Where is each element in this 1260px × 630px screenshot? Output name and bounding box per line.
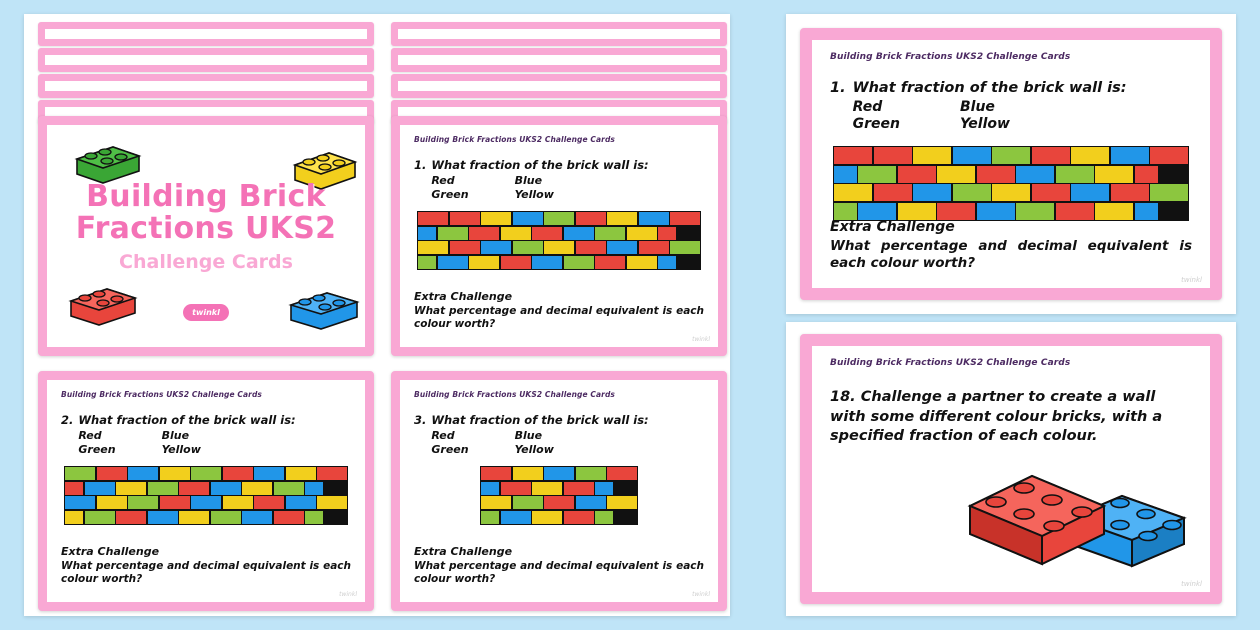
colour-list: [431, 174, 704, 201]
brick-wall-row: [481, 496, 637, 509]
brick: [418, 212, 448, 225]
brick: [576, 467, 606, 480]
brick: [65, 482, 83, 495]
extra-challenge-body: What percentage and decimal equivalent is each colour worth?: [414, 304, 704, 330]
brick: [481, 496, 511, 509]
brick: [1016, 203, 1054, 220]
brick: [286, 496, 316, 509]
challenge-card-1-large[interactable]: [800, 28, 1222, 300]
brick: [305, 511, 323, 524]
brick: [858, 203, 896, 220]
extra-challenge-body: What percentage and decimal equivalent is each colour worth?: [830, 238, 1192, 272]
brick-wall-row: [65, 496, 347, 509]
brick: [242, 482, 272, 495]
brick: [639, 241, 669, 254]
card-number: 3.: [414, 413, 427, 427]
brick-wall-row: [834, 166, 1188, 183]
brick: [1071, 147, 1109, 164]
brick: [97, 496, 127, 509]
colour-red: Red: [78, 429, 102, 442]
brick: [65, 511, 83, 524]
card-18-text: 18. Challenge a partner to create a wall with some different colour bricks, with a specified fraction of each colour.: [830, 389, 1163, 445]
brick: [469, 227, 499, 240]
brick: [992, 184, 1030, 201]
brick: [834, 203, 857, 220]
watermark: twinkl: [1181, 276, 1202, 284]
question-prompt: What fraction of the brick wall is:: [78, 413, 296, 427]
extra-challenge-title: Extra Challenge: [414, 289, 513, 303]
brick: [1071, 184, 1109, 201]
brick-wall-row: [65, 482, 347, 495]
brick: [501, 227, 531, 240]
stacked-card-peek: [391, 22, 727, 46]
brick: [254, 496, 284, 509]
brick: [874, 184, 912, 201]
brick-wall-row: [834, 147, 1188, 164]
colour-yellow: Yellow: [959, 116, 1010, 132]
brick: [254, 467, 284, 480]
brick: [576, 496, 606, 509]
brick: [317, 467, 347, 480]
brick-wall-row: [834, 184, 1188, 201]
extra-challenge-title: Extra Challenge: [414, 544, 513, 558]
brick: [544, 467, 574, 480]
card-number: 1.: [414, 158, 427, 172]
brick: [1032, 147, 1070, 164]
brick: [1135, 166, 1158, 183]
brick: [116, 482, 146, 495]
brick: [469, 256, 499, 269]
colour-red: Red: [431, 429, 455, 442]
question-prompt: What fraction of the brick wall is:: [852, 80, 1127, 96]
brick: [274, 511, 304, 524]
brick: [513, 241, 543, 254]
brick: [85, 511, 115, 524]
brick: [639, 212, 669, 225]
brick: [242, 511, 272, 524]
brick: [481, 241, 511, 254]
stacked-card-peek: [38, 22, 374, 46]
colour-yellow: Yellow: [514, 188, 554, 201]
brick-wall: [417, 211, 701, 270]
challenge-card-1-small[interactable]: [391, 116, 727, 356]
card-3-inner: [400, 380, 718, 602]
brick: [116, 511, 146, 524]
brick: [564, 511, 594, 524]
brick-wall-row: [481, 467, 637, 480]
brick: [211, 482, 241, 495]
brick: [658, 256, 676, 269]
brick: [179, 482, 209, 495]
brick: [595, 227, 625, 240]
brick: [450, 212, 480, 225]
brick: [913, 184, 951, 201]
brick: [937, 166, 975, 183]
brick: [481, 511, 499, 524]
colour-yellow: Yellow: [161, 443, 201, 456]
title-line-1: Building Brick: [86, 179, 326, 214]
brick-wall-row: [481, 482, 637, 495]
colour-blue: Blue: [959, 99, 995, 115]
brick: [481, 212, 511, 225]
brick: [544, 241, 574, 254]
colour-list: [853, 99, 1192, 132]
card-number: 1.: [830, 80, 846, 96]
colour-green: Green: [78, 443, 116, 456]
brick: [627, 227, 657, 240]
brick: [513, 212, 543, 225]
brick: [501, 511, 531, 524]
brick: [607, 241, 637, 254]
twinkl-logo: twinkl: [183, 304, 229, 321]
brick: [576, 212, 606, 225]
brick: [607, 212, 637, 225]
brick: [305, 482, 323, 495]
brick: [953, 147, 991, 164]
brick: [286, 467, 316, 480]
brick: [834, 166, 857, 183]
brick: [128, 496, 158, 509]
brick-wall-row: [834, 203, 1188, 220]
brick: [898, 166, 936, 183]
colour-blue: Blue: [161, 429, 190, 442]
brick: [874, 147, 912, 164]
colour-red: Red: [852, 99, 883, 115]
title-card-inner: [47, 125, 365, 347]
stacked-card-peek: [391, 48, 727, 72]
brick: [532, 511, 562, 524]
brick: [97, 467, 127, 480]
brick: [179, 511, 209, 524]
watermark: twinkl: [1181, 580, 1202, 588]
brick: [317, 496, 347, 509]
brick: [1111, 184, 1149, 201]
extra-challenge-title: Extra Challenge: [61, 544, 160, 558]
challenge-card-18[interactable]: [800, 334, 1222, 604]
brick-wall-row: [65, 467, 347, 480]
brick: [595, 511, 613, 524]
brick: [160, 467, 190, 480]
brick: [65, 467, 95, 480]
brick: [438, 227, 468, 240]
card-header: Building Brick Fractions UKS2 Challenge Cards: [61, 390, 262, 399]
brick: [564, 227, 594, 240]
card-18-inner: [812, 346, 1210, 592]
brick: [160, 496, 190, 509]
brick: [1016, 166, 1054, 183]
brick-wall: [480, 466, 638, 525]
brick: [274, 482, 304, 495]
title-card[interactable]: [38, 116, 374, 356]
brick: [1056, 203, 1094, 220]
brick-wall-row: [418, 241, 700, 254]
brick: [607, 467, 637, 480]
brick: [450, 241, 480, 254]
brick: [544, 496, 574, 509]
brick: [223, 496, 253, 509]
brick: [1095, 203, 1133, 220]
brick: [1150, 184, 1188, 201]
brick: [834, 184, 872, 201]
brick: [481, 482, 499, 495]
brick: [576, 241, 606, 254]
card-number: 2.: [61, 413, 74, 427]
brick: [513, 467, 543, 480]
brick-wall-row: [418, 212, 700, 225]
brick-wall-row: [418, 256, 700, 269]
brick: [211, 511, 241, 524]
card-header: Building Brick Fractions UKS2 Challenge Cards: [830, 52, 1071, 62]
brick: [85, 482, 115, 495]
brick-wall: [64, 466, 348, 525]
brick: [992, 147, 1030, 164]
brick: [627, 256, 657, 269]
brick: [148, 511, 178, 524]
brick: [418, 256, 436, 269]
brick: [670, 212, 700, 225]
watermark: twinkl: [339, 591, 357, 598]
colour-list: [78, 429, 351, 456]
card-header: Building Brick Fractions UKS2 Challenge Cards: [414, 390, 615, 399]
brick: [1056, 166, 1094, 183]
brick: [595, 256, 625, 269]
stacked-card-peek: [38, 74, 374, 98]
brick: [191, 467, 221, 480]
colour-green: Green: [431, 188, 469, 201]
brick: [1135, 203, 1158, 220]
colour-list: [431, 429, 704, 456]
challenge-card-2[interactable]: [38, 371, 374, 611]
brick: [953, 184, 991, 201]
brick: [418, 227, 436, 240]
card-header: Building Brick Fractions UKS2 Challenge Cards: [830, 358, 1071, 368]
brick: [418, 241, 448, 254]
brick: [1095, 166, 1133, 183]
extra-challenge-body: What percentage and decimal equivalent is each colour worth?: [414, 559, 704, 585]
brick: [65, 496, 95, 509]
title-line-2: Fractions UKS2: [75, 211, 337, 247]
challenge-card-3[interactable]: [391, 371, 727, 611]
extra-challenge-body: What percentage and decimal equivalent is each colour worth?: [61, 559, 351, 585]
brick: [834, 147, 872, 164]
brick: [937, 203, 975, 220]
brick: [532, 227, 562, 240]
brick: [481, 467, 511, 480]
brick: [858, 166, 896, 183]
colour-green: Green: [431, 443, 469, 456]
brick: [595, 482, 613, 495]
brick: [898, 203, 936, 220]
brick-wall: [833, 146, 1189, 221]
title-subtitle: Challenge Cards: [119, 250, 293, 273]
brick: [544, 212, 574, 225]
brick: [1111, 147, 1149, 164]
colour-blue: Blue: [514, 174, 543, 187]
brick: [501, 256, 531, 269]
brick: [607, 496, 637, 509]
question-prompt: What fraction of the brick wall is:: [431, 413, 649, 427]
brick-wall-row: [481, 511, 637, 524]
extra-challenge-title: Extra Challenge: [830, 219, 955, 236]
brick: [670, 241, 700, 254]
brick: [977, 203, 1015, 220]
brick: [501, 482, 531, 495]
brick: [532, 256, 562, 269]
brick: [977, 166, 1015, 183]
brick: [564, 256, 594, 269]
card-2-inner: [47, 380, 365, 602]
brick-wall-row: [65, 511, 347, 524]
card-1-small-inner: [400, 125, 718, 347]
brick: [128, 467, 158, 480]
brick: [191, 496, 221, 509]
card-1-large-inner: [812, 40, 1210, 288]
brick: [658, 227, 676, 240]
brick: [223, 467, 253, 480]
watermark: twinkl: [692, 336, 710, 343]
watermark: twinkl: [692, 591, 710, 598]
colour-green: Green: [852, 116, 900, 132]
brick: [148, 482, 178, 495]
brick-wall-row: [418, 227, 700, 240]
brick: [438, 256, 468, 269]
colour-blue: Blue: [514, 429, 543, 442]
stacked-card-peek: [38, 48, 374, 72]
card-header: Building Brick Fractions UKS2 Challenge Cards: [414, 135, 615, 144]
stacked-card-peek: [391, 74, 727, 98]
question-prompt: What fraction of the brick wall is:: [431, 158, 649, 172]
colour-red: Red: [431, 174, 455, 187]
colour-yellow: Yellow: [514, 443, 554, 456]
brick: [1032, 184, 1070, 201]
brick: [564, 482, 594, 495]
brick: [532, 482, 562, 495]
brick: [1150, 147, 1188, 164]
brick: [513, 496, 543, 509]
lego-brick-pair-icon: [962, 460, 1192, 580]
brick: [913, 147, 951, 164]
